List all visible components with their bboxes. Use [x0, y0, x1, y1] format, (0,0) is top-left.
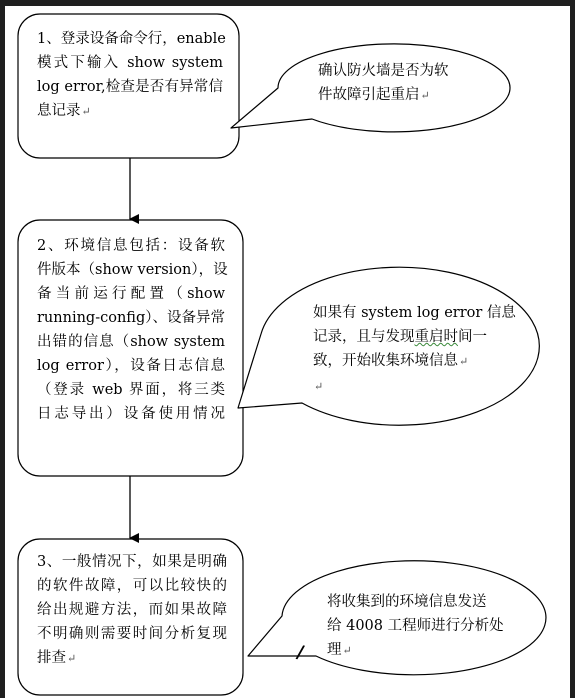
step-3-line	[37, 646, 227, 671]
step-2-line: 备当前运行配置（show	[37, 286, 225, 302]
callout-3-line	[327, 638, 504, 663]
callout-2-text	[313, 301, 516, 399]
callout-1-line-text: 件故障引起重启	[318, 87, 420, 103]
step-2-line: 件版本（show version），设	[37, 262, 228, 278]
step-2-line: running-config）、设备异常	[37, 310, 225, 326]
step-3-line-text: 排查	[37, 650, 66, 666]
callout-2-line-text: 记录，且与发现重启时间一	[313, 329, 487, 345]
callout-3-text	[327, 590, 504, 663]
step-1-line: 1、登录设备命令行，enable	[37, 31, 226, 47]
callout-2-line: 如果有 system log error 信息	[313, 305, 516, 321]
stray-mark: /	[294, 641, 306, 664]
step-1-line-text: 息记录	[37, 103, 81, 119]
callout-2-line-text: 致，开始收集环境信息	[313, 353, 458, 369]
paragraph-mark-icon: ↵	[67, 652, 77, 665]
step-3-line: 不明确则需要时间分析复现	[37, 626, 227, 642]
step-1-line: log error,检查是否有异常信	[37, 79, 223, 95]
spellcheck-squiggle: 重启时	[414, 329, 458, 345]
callout-1-text	[318, 59, 449, 108]
step-2-line: 2、环境信息包括：设备软	[37, 238, 225, 254]
step-3-text	[37, 550, 227, 671]
callout-3-line: 给 4008 工程师进行分析处	[327, 618, 504, 634]
callout-2-line	[313, 349, 516, 374]
step-2-text	[37, 234, 228, 426]
step-2-line: （登录 web 界面，将三类	[37, 382, 225, 398]
step-3-line: 给出规避方法，而如果故障	[37, 602, 227, 618]
step-2-line: log error），设备日志信息	[37, 358, 225, 374]
paragraph-mark-icon: ↵	[459, 355, 469, 368]
callout-1-line: 确认防火墙是否为软	[318, 63, 449, 79]
step-3-line: 的软件故障，可以比较快的	[37, 578, 227, 594]
step-1-text	[37, 27, 226, 124]
callout-2-line	[313, 374, 516, 399]
step-3-line: 3、一般情况下，如果是明确	[37, 554, 227, 570]
step-2-line: 日志导出）设备使用情况	[37, 406, 225, 422]
callout-2-line	[313, 325, 516, 349]
callout-3-line: 将收集到的环境信息发送	[327, 594, 487, 610]
callout-3-line-text: 理	[327, 642, 342, 658]
paragraph-mark-icon: ↵	[342, 644, 352, 657]
paragraph-mark-icon: ↵	[420, 89, 430, 102]
step-1-line: 模式下输入 show system	[37, 55, 223, 71]
step-1-line	[37, 99, 223, 124]
diagram-canvas	[5, 6, 570, 698]
callout-1-line	[318, 83, 449, 108]
step-2-line: 出错的信息（show system	[37, 334, 225, 350]
paragraph-mark-icon: ↵	[81, 105, 91, 118]
paragraph-mark-icon: ↵	[314, 380, 324, 393]
